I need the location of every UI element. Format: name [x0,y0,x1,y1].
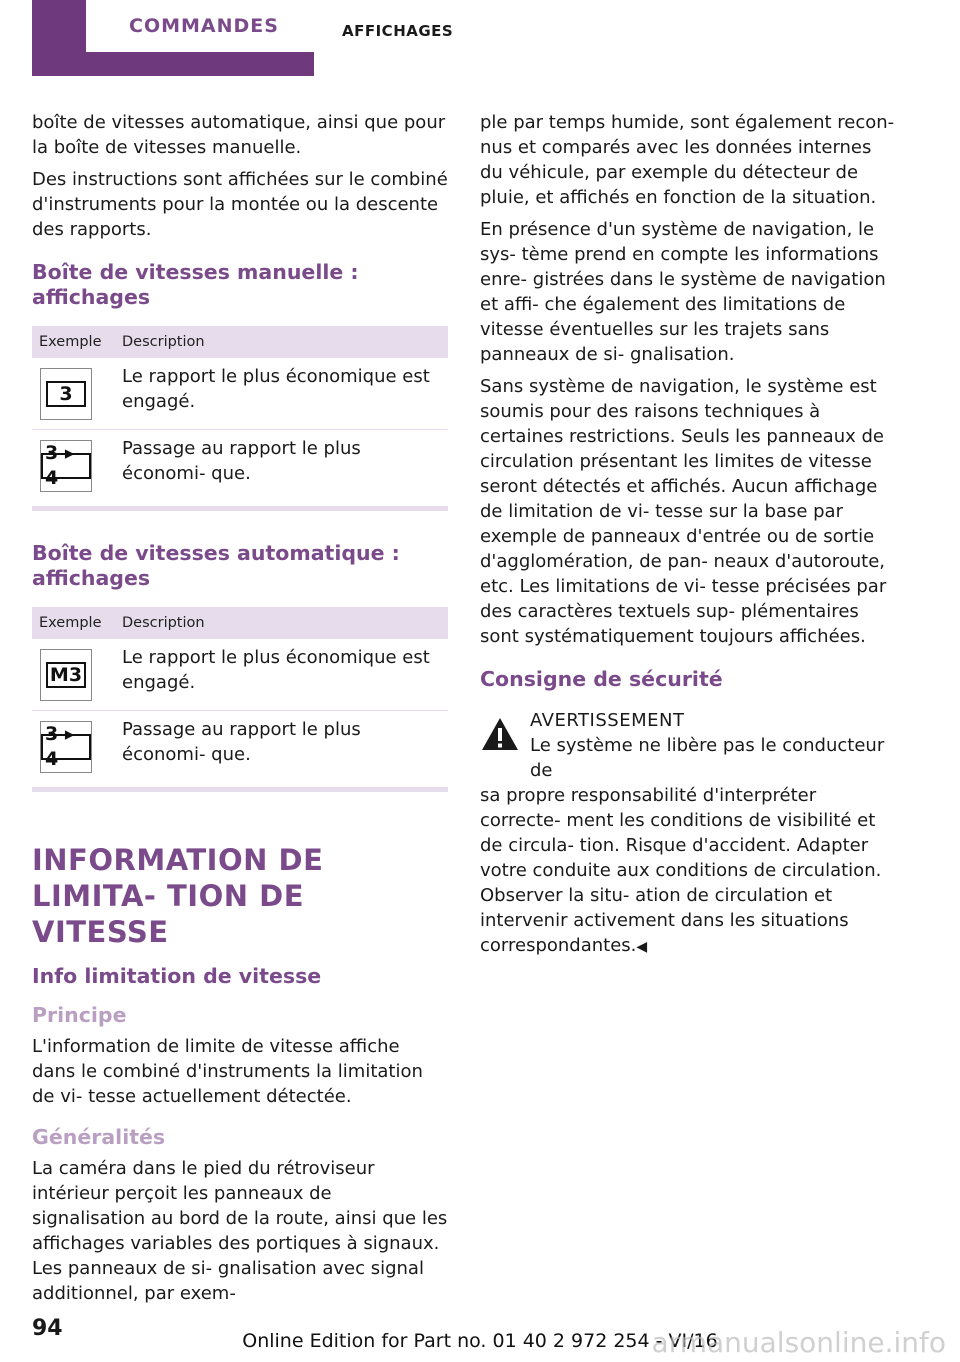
section-title-info: Info limitation de vitesse [32,964,322,988]
manual-gear-table [32,326,448,511]
table-row [32,711,448,790]
warning-block [480,708,896,960]
gear-display-icon [40,649,92,701]
subsection-title-principe: Principe [32,1003,127,1027]
paragraph: En présence d'un système de navigation, le sys‑ tème prend en compte les informations enre‑ gistrées dans le système de navigation et affi‑ che également des limitations de vitesse éventuelles sur les trajets sans panneaux de si‑ gnalisation. [480,219,886,365]
gear-display-value: 3 [46,381,86,407]
warning-text-first: Le système ne libère pas le conducteur de [530,735,885,781]
subsection-title-generalites: Généralités [32,1125,166,1149]
end-mark-icon: ◀ [636,939,648,955]
section-title-auto: Boîte de vitesses automatique : affichages [32,541,400,590]
table-row [32,358,448,430]
section-title-safety: Consigne de sécurité [480,667,723,691]
table-header-row [32,607,448,639]
row-description: Passage au rapport le plus économi‑ que. [115,430,448,509]
auto-gear-table [32,607,448,792]
col-header-description: Description [115,607,448,639]
tab-commandes-label: COMMANDES [86,0,322,52]
page-number: 94 [32,1316,63,1341]
gear-shift-display-icon [40,721,92,773]
tab-affichages[interactable]: AFFICHAGES [342,22,454,40]
paragraph: ple par temps humide, sont également recon‑ nus et comparés avec les données internes du véhicule, par exemple du détecteur de pluie, et affichés en fonction de la situation. [480,112,895,208]
paragraph: Des instructions sont affichées sur le combiné d'instruments pour la montée ou la descente des rapports. [32,169,448,240]
gear-display-value: M3 [46,662,86,688]
gear-shift-display-icon [40,440,92,492]
warning-text: sa propre responsabilité d'interpréter correcte‑ ment les conditions de visibilité et de circula‑ tion. Risque d'accident. Adapter votre conduite aux conditions de circulation. Observer la situ‑ ation de circulation et intervenir activement dans les situations correspondantes. [480,785,882,956]
right-column [480,110,896,960]
gear-display-value: 3 ▸ 4 [41,734,91,760]
tab-commandes[interactable] [32,0,314,76]
row-description: Le rapport le plus économique est engagé. [115,639,448,711]
col-header-example: Exemple [32,326,115,358]
paragraph: La caméra dans le pied du rétroviseur intérieur perçoit les panneaux de signalisation au bord de la route, ainsi que les affichages variables des portiques à signaux. Les panneaux de si‑ gnalisation avec signal additionnel, par exem‑ [32,1158,448,1304]
chapter-title: INFORMATION DE LIMITA‑ TION DE VITESSE [32,843,324,949]
table-row [32,639,448,711]
warning-label: AVERTISSEMENT [530,710,685,731]
left-column [32,110,448,1313]
section-title-manual: Boîte de vitesses manuelle : affichages [32,260,359,309]
gear-display-value: 3 ▸ 4 [41,453,91,479]
table-row [32,430,448,509]
row-description: Le rapport le plus économique est engagé. [115,358,448,430]
gear-display-icon [40,368,92,420]
table-header-row [32,326,448,358]
paragraph: boîte de vitesses automatique, ainsi que pour la boîte de vitesses manuelle. [32,112,446,158]
watermark: armanualsonline.info [651,1326,946,1359]
warning-triangle-icon [480,716,520,752]
col-header-example: Exemple [32,607,115,639]
edition-footer: Online Edition for Part no. 01 40 2 972 254 - VI/16 [242,1330,718,1352]
paragraph: L'information de limite de vitesse affiche dans le combiné d'instruments la limitation de vi‑ tesse actuellement détectée. [32,1036,423,1107]
row-description: Passage au rapport le plus économi‑ que. [115,711,448,790]
col-header-description: Description [115,326,448,358]
paragraph: Sans système de navigation, le système est soumis pour des raisons techniques à certaines restrictions. Seuls les panneaux de circulation présentant les limites de vitesse seront détectés et affichés. Aucun affichage de limitation de vi‑ tesse sur la base par exemple de panneaux d'entrée ou de sortie d'agglomération, de pan‑ neaux d'autoroute, etc. Les limitations de vi‑ tesse précisées par des caractères textuels sup‑ plémentaires sont systématiquement toujours affichées. [480,376,887,647]
